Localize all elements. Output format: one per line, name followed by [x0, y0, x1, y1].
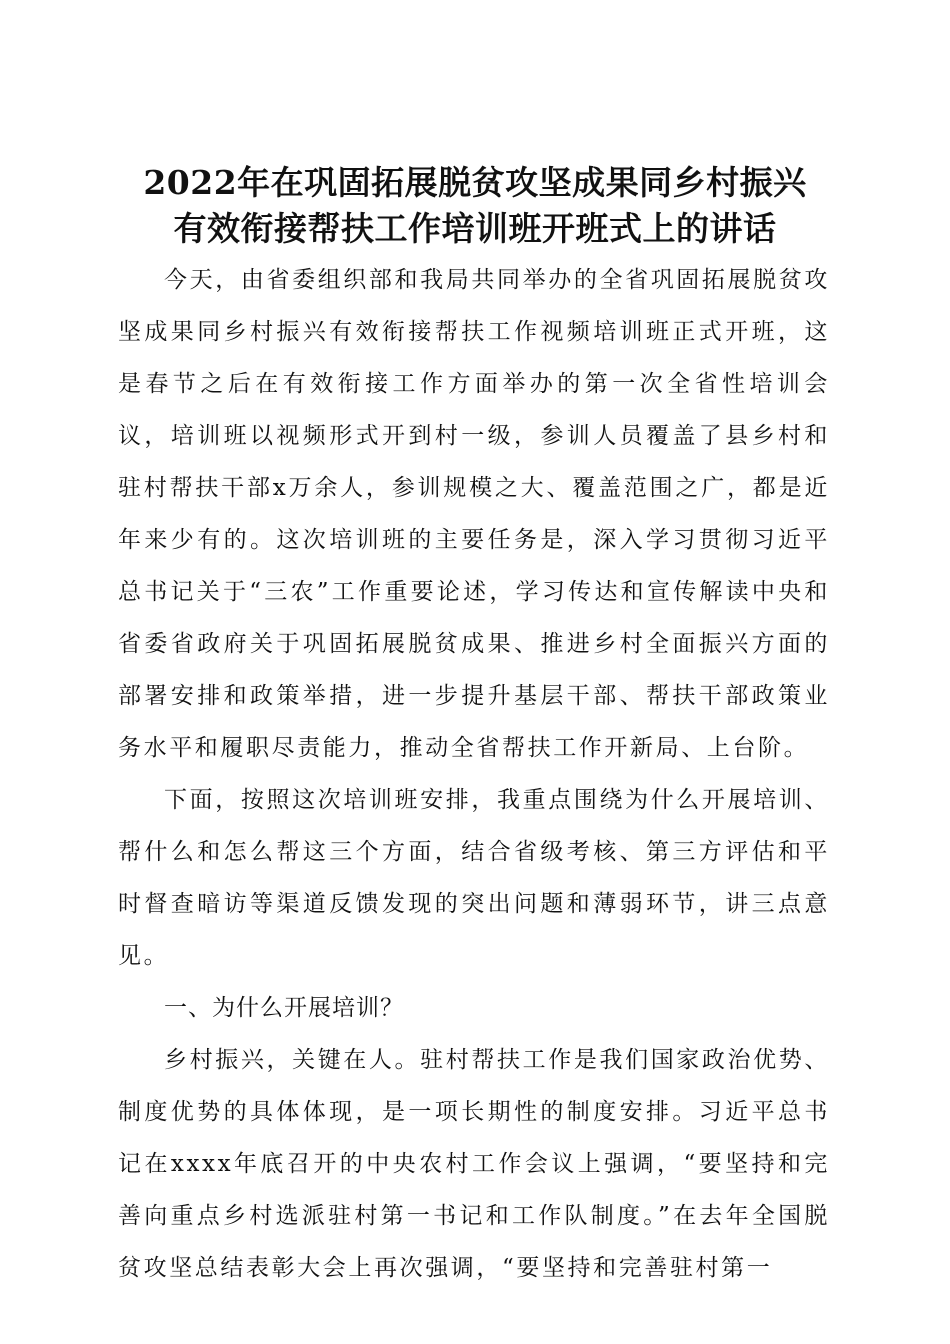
paragraph-opening: 今天，由省委组织部和我局共同举办的全省巩固拓展脱贫攻坚成果同乡村振兴有效衔接帮扶工作视频培训班正式开班，这是春节之后在有效衔接工作方面举办的第一次全省性培训会议，培训班以视频形式开到村一级，参训人员覆盖了县乡村和驻村帮扶干部x万余人，参训规模之大、覆盖范围之广，都是近年来少有的。这次培训班的主要任务是，深入学习贯彻习近平总书记关于“三农”工作重要论述，学习传达和宣传解读中央和省委省政府关于巩固拓展脱贫成果、推进乡村全面振兴方面的部署安排和政策举措，进一步提升基层干部、帮扶干部政策业务水平和履职尽责能力，推动全省帮扶工作开新局、上台阶。	[118, 267, 830, 761]
paragraph-outline: 下面，按照这次培训班安排，我重点围绕为什么开展培训、帮什么和怎么帮这三个方面，结合省级考核、第三方评估和平时督查暗访等渠道反馈发现的突出问题和薄弱环节，讲三点意见。	[118, 787, 830, 969]
title-line-1: 2022年在巩固拓展脱贫攻坚成果同乡村振兴	[143, 163, 807, 203]
document-title	[110, 160, 840, 252]
paragraph-section-1: 乡村振兴，关键在人。驻村帮扶工作是我们国家政治优势、制度优势的具体体现，是一项长期性的制度安排。习近平总书记在xxxx年底召开的中央农村工作会议上强调，“要坚持和完善向重点乡村选派驻村第一书记和工作队制度。”在去年全国脱贫攻坚总结表彰大会上再次强调，“要坚持和完善驻村第一	[118, 1047, 830, 1281]
section-heading-1: 一、为什么开展培训？	[164, 995, 404, 1021]
document-body	[118, 254, 830, 1294]
title-line-2: 有效衔接帮扶工作培训班开班式上的讲话	[173, 209, 777, 249]
